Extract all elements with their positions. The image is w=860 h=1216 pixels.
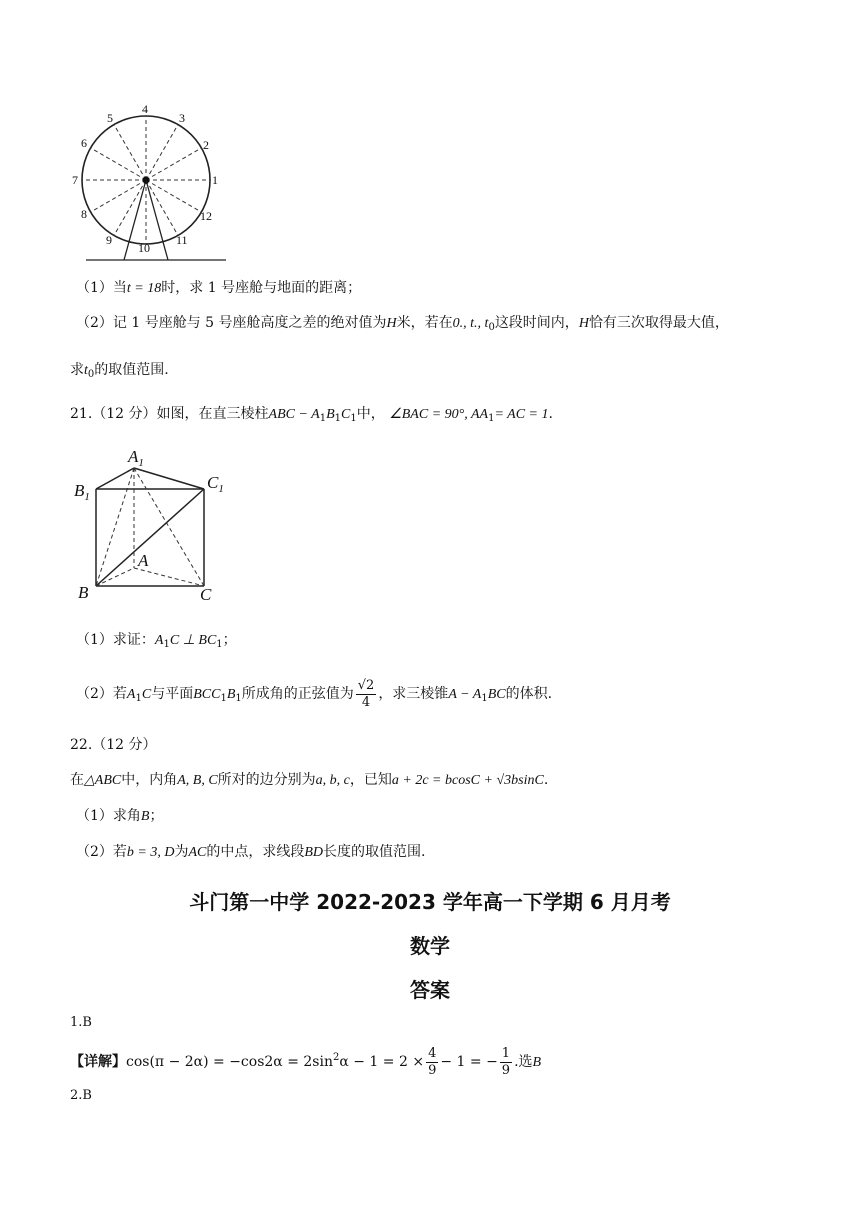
q22-part1: （1）求角B； (76, 808, 164, 824)
seat-label-8: 8 (81, 207, 87, 221)
exam-title: 斗门第一中学 2022-2023 学年高一下学期 6 月月考 (189, 890, 671, 914)
svg-text:B1: $B_1$ (74, 481, 90, 503)
seat-label-12: 12 (200, 209, 212, 223)
q20-part2-cont: 求$t_0$的取值范围. (70, 362, 169, 380)
seat-label-6: 6 (81, 136, 87, 150)
seat-label-4: 4 (142, 102, 148, 116)
q20-part2: （2）记 1 号座舱与 5 号座舱高度之差的绝对值为H米，若在0., t., $t_0$这段时间内，H恰有三次取得最大值， (76, 315, 729, 333)
q20-part1: （1）当t = 18时，求 1 号座舱与地面的距离； (76, 280, 362, 296)
svg-text:A1: $A_1$ (128, 447, 144, 469)
q21-stem: 21.（12 分）如图，在直三棱柱ABC − $A_1B_1C_1$中， ∠BAC = 90°, $AA_1=$ AC = 1. (70, 406, 553, 424)
answer-1: 1.B (70, 1015, 92, 1030)
seat-label-9: 9 (106, 233, 112, 247)
svg-text:B: B (78, 583, 89, 602)
seat-label-7: 7 (72, 173, 78, 187)
seat-label-10: 10 (138, 241, 150, 255)
svg-text:C1: $C_1$ (207, 473, 224, 495)
seat-label-11: 11 (176, 233, 188, 247)
q22-stem: 22.（12 分） (70, 737, 157, 753)
seat-label-2: 2 (203, 138, 209, 152)
svg-text:A: A (138, 551, 149, 570)
seat-label-5: 5 (107, 111, 113, 125)
subject-title: 数学 (410, 934, 450, 958)
svg-text:C: C (200, 585, 212, 604)
seat-label-3: 3 (179, 111, 185, 125)
q22-condition: 在△ABC中，内角A, B, C所对的边分别为a, b, c，已知a + 2c = bcosC + √3bsinC. (70, 772, 549, 788)
seat-label-1: 1 (212, 173, 218, 187)
answer-title: 答案 (410, 978, 450, 1002)
answer-2: 2.B (70, 1088, 92, 1103)
q21-part2: （2）若$A_1C$与平面$BCC_1B_1$所成角的正弦值为 $\frac{√2}{4}$ ，求三棱锥$A - A_1BC$的体积. (76, 677, 553, 710)
prism-figure (70, 446, 240, 606)
sqrt2-over-4: $\frac{√2}{4}$ (357, 677, 375, 710)
answer-1-detail: 【详解】$\cos(\pi - 2\alpha) = -\cos 2\alpha = 2\sin^2\alpha - 1 = 2$ × $\frac{4}{9}$ − 1 = − $\frac{1}{9}$ .选B (70, 1045, 542, 1078)
q21-part1: （1）求证：$A_1C$ ⊥ $BC_1$； (76, 632, 237, 650)
ferris-wheel-figure (66, 100, 236, 270)
q22-part2: （2）若b = 3, D为AC的中点，求线段BD长度的取值范围. (76, 844, 426, 860)
